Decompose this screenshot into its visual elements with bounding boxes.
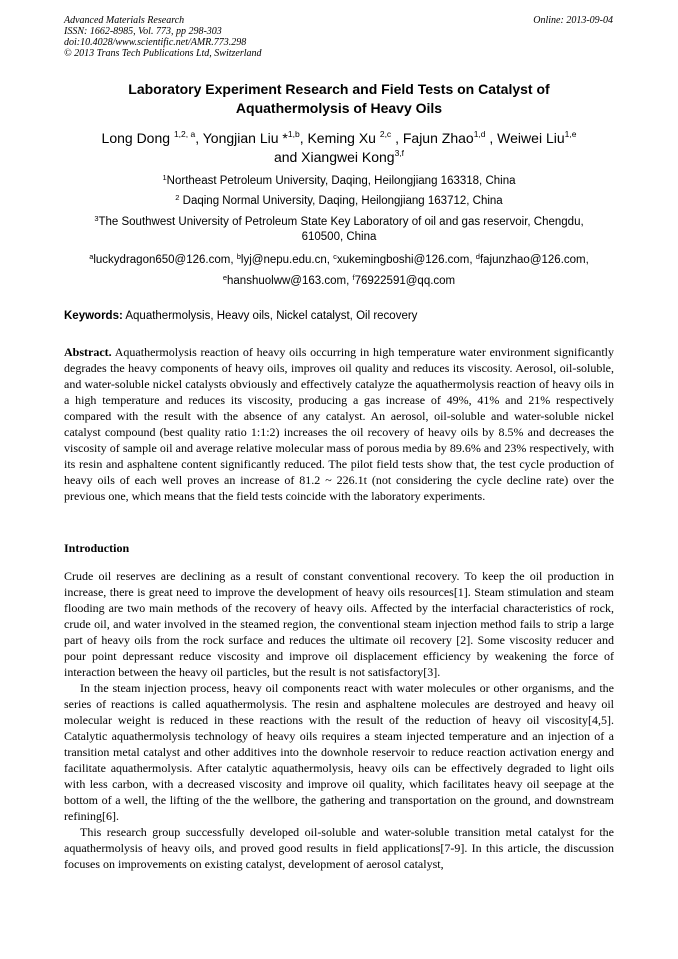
affil-sup: 3 [94,214,99,223]
email-sup: f [352,273,355,282]
affil-text: The Southwest University of Petroleum State Key Laboratory of oil and gas reservoir, Chengdu, [98,216,584,228]
author-affil-sup: 1,e [564,129,577,139]
online-date: Online: 2013-09-04 [533,15,613,26]
keywords-text: Aquathermolysis, Heavy oils, Nickel catalyst, Oil recovery [122,310,418,322]
author-list [64,129,614,167]
author-name: , Fajun Zhao [391,130,474,146]
author-affil-sup: 3,f [394,148,405,158]
email-a: luckydragon650@126.com, [93,254,237,266]
journal-copyright: © 2013 Trans Tech Publications Ltd, Switzerland [64,48,262,59]
affiliation-2 [64,194,614,209]
affiliation-3 [64,215,614,245]
affil-text: Northeast Petroleum University, Daqing, Heilongjiang 163318, China [166,175,516,187]
email-sup: c [333,252,337,261]
abstract-text: Aquathermolysis reaction of heavy oils occurring in high temperature water environment significantly degrades the heavy components of heavy oils, improves oil quality and reduces its viscosity. Aerosol, oil-soluble, and water-soluble nickel catalysts obviously and effectively catalyze the aquathermolysis reaction of heavy oils in a high temperature and reduces its viscosity, producing a gas increase of 49%, 41% and 21% respectively compared with the result with the absence of any catalyst. An aerosol, oil-soluble and water-soluble nickel catalyst compound (best quality ratio 1:1:2) increases the oil recovery of heavy oils by 8.5% and decreases the viscosity of sample oil and average relative molecular mass of porous media by 89.6% and 23% respectively, with its resin and asphaltene content significantly reduced. The pilot field tests show that, the test cycle production of heavy oils of each well proves an increase of 81.2 ~ 226.1t (not considering the cycle decline rate) over the previous one, which means that the field tests coincide with the laboratory experiments. [64,345,614,503]
title-line-1: Laboratory Experiment Research and Field Tests on Catalyst of [128,81,550,97]
affil-3-line-1 [64,215,614,230]
intro-paragraph-3: This research group successfully developed oil-soluble and water-soluble transition metal catalyst for the aquathermolysis of heavy oils, and proved good results in field applications[7-9]. In this article, the discussion focuses on improvements on existing catalyst, development of aerosol catalyst, [64,825,614,871]
journal-doi: doi:10.4028/www.scientific.net/AMR.773.298 [64,37,247,48]
affil-sup: 2 [175,193,180,202]
author-name: Long Dong [101,130,174,146]
email-sup: a [89,252,94,261]
author-affil-sup: 2,c [379,129,392,139]
journal-issn: ISSN: 1662-8985, Vol. 773, pp 298-303 [64,26,222,37]
keywords-label: Keywords: [64,310,123,322]
intro-paragraph-2: In the steam injection process, heavy oil components react with water molecules or other organisms, and the series of reactions is called aquathermolysis. The resin and asphaltene molecules are destroyed and heavy oil molecular weight is reduced in these reactions with the result of the reduction of heavy oil viscosity[4,5]. Catalytic aquathermolysis technology of heavy oils requires a steam injected temperature and an injection of a transition metal catalyst and other additives into the downhole reservoir to reduce reaction activation energy and facilitate aquathermolysis. After catalytic aquathermolysis, heavy oils can be effectively degraded to light oils with less carbon, with a decreased viscosity and improve oil quality, which facilitates heavy oil seepage at the bottom of a well, the lifting of the the wellbore, the gathering and transportation on the ground, and downstream refining[6]. [64,681,614,823]
email-sup: e [222,273,228,282]
email-b: lyj@nepu.edu.cn, [240,254,334,266]
paper-title [64,80,614,118]
section-heading-introduction: Introduction [64,541,130,555]
author-name: , Keming Xu [299,130,380,146]
author-affil-sup: 1,2, a [173,129,196,139]
affil-text: Daqing Normal University, Daqing, Heilongjiang 163712, China [179,195,503,207]
introduction-body [64,568,614,872]
title-line-2: Aquathermolysis of Heavy Oils [235,100,443,116]
author-affil-sup: 1,d [473,129,486,139]
intro-paragraph-1: Crude oil reserves are declining as a result of constant conventional recovery. To keep the oil production in increase, there is great need to improve the development of heavy oils resources[1]. Steam stimulation and steam flooding are two main methods of the recovery of heavy oils. Affected by the interfacial characteristics of rock, crude oil, and water involved in the steamed region, the conventional steam injection method fails to strip a large part of heavy oils from the rock surface and reduces the ultimate oil recovery [2]. Some viscosity reducer and pour point depressant reduce viscosity and improve oil displacement efficiency by weakening the force of interaction between the heavy oil particles, but the result is not satisfactory[3]. [64,569,614,679]
journal-name: Advanced Materials Research [64,15,185,26]
affil-3-line-2: 610500, China [301,231,377,243]
email-sup: d [475,252,480,261]
author-name: , Weiwei Liu [485,130,565,146]
abstract-paragraph [64,344,614,504]
author-name: and Xiangwei Kong [273,149,395,165]
affil-sup: 1 [162,173,167,182]
email-line-1 [64,253,614,268]
author-line-1 [64,129,614,148]
author-line-2 [64,148,614,167]
author-affil-sup: 1,b [287,129,300,139]
author-name: , Yongjian Liu * [195,130,288,146]
email-e: hanshuolww@163.com, [227,275,353,287]
email-d: fajunzhao@126.com, [479,254,589,266]
abstract-label: Abstract. [64,345,112,359]
journal-header [64,15,262,59]
affiliation-1 [64,174,614,189]
email-line-2 [64,274,614,289]
email-c: xukemingboshi@126.com, [336,254,476,266]
email-f: 76922591@qq.com [354,275,456,287]
email-sup: b [236,252,241,261]
keywords [64,309,614,324]
abstract [64,344,614,504]
